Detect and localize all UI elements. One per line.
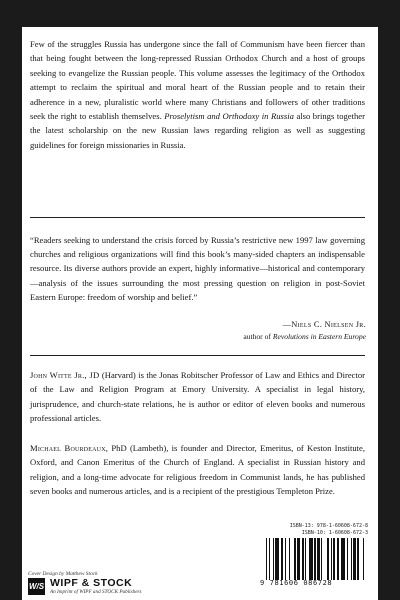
author-bio-text: PhD (Lambeth), is founder and Director, Emeritus, of Keston Institute, Oxford, and Canon Emeritus of the Church of England. A specialist in Russian history and religion, and a long-time advocate for religious freedom in Communist lands, he has published seven books and numerous articles, and is a recipient of the prestigious Templeton Prize. [30, 443, 365, 496]
author-bio-text: (Harvard) is the Jonas Robitscher Professor of Law and Ethics and Director of the Law and Religion Program at Emory University. A specialist in legal history, jurisprudence, and church-state relations, he is author or editor of eleven books and numerous professional articles. [30, 370, 365, 423]
publisher-name: WIPF & STOCK [50, 577, 133, 589]
publisher-imprint: An Imprint of WIPF and STOCK Publishers [50, 589, 142, 595]
barcode-block [254, 523, 370, 591]
barcode-digits: 9 781606 086728 [260, 579, 333, 587]
barcode-stripe [364, 538, 365, 580]
isbn-13: ISBN-13: 978-1-60608-672-8 [289, 523, 368, 529]
publisher-logo [28, 578, 188, 596]
author-of-label: author of [243, 332, 271, 341]
divider [30, 217, 365, 218]
endorser-credential [243, 331, 366, 343]
author-bio-witte [30, 368, 365, 425]
publisher-mark-icon: W/S [28, 578, 45, 595]
description-text: Few of the struggles Russia has undergone since the fall of Communism have been fiercer than that being fought between the long-repressed Russian Orthodox Church and a host of groups seeking to evangelize the Russian people. This volume assesses the legitimacy of the Orthodox attempt to reclaim the spiritual and moral heart of the Russian people and to retain their adherence in a new, pluralistic world where many Christians and followers of other traditions seek the right to establish themselves. [30, 39, 365, 122]
endorsement-quote: “Readers seeking to understand the crisis forced by Russia’s restrictive new 1997 law governing churches and religious organizations will find this book’s many-sided chapters an indispensable resource. Its diverse authors provide an expert, highly informative—historical and contemporary—analysis of the issues surrounding the most pressing question on religion in post-Soviet Eastern Europe: freedom of worship and belief.” [30, 235, 365, 302]
endorsement-attribution [243, 319, 366, 343]
description-text-continued: also brings together the latest scholarship on the new Russian laws regarding religion as well as suggesting guidelines for foreign missionaries in Russia. [30, 111, 365, 150]
author-name: Michael Bourdeaux, [30, 443, 109, 453]
author-bio-bourdeaux [30, 441, 365, 498]
barcode [266, 538, 366, 580]
book-description [30, 37, 365, 152]
book-title: Proselytism and Orthodoxy in Russia [164, 111, 294, 122]
isbn-10: ISBN-10: 1-60608-672-3 [301, 530, 368, 536]
text-panel [22, 27, 378, 600]
author-name: John Witte Jr., JD [30, 370, 100, 380]
divider [30, 355, 365, 356]
endorser-name: —Niels C. Nielsen Jr. [282, 320, 366, 329]
endorser-book-title: Revolutions in Eastern Europe [272, 332, 366, 341]
cover-design-credit: Cover Design by Matthew Stock [28, 571, 98, 577]
